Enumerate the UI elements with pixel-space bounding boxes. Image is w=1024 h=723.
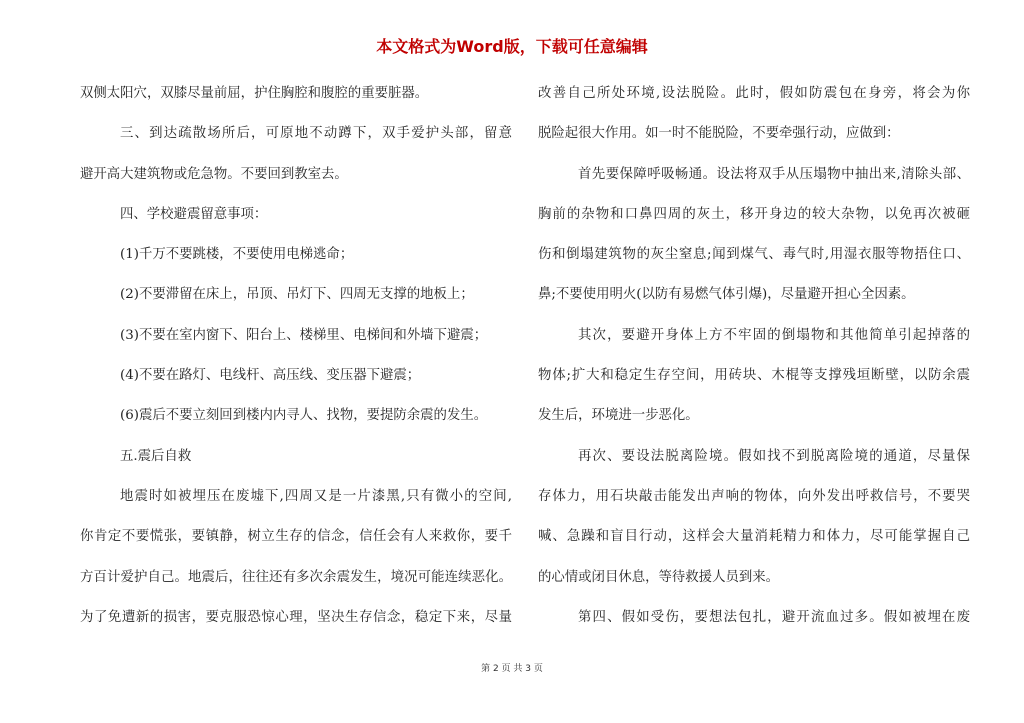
text-line: 你肯定不要慌张，要镇静，树立生存的信念，信任会有人来救你，要千: [80, 529, 512, 545]
text-line: 为了免遭新的损害，要克服恐惊心理，坚决生存信念，稳定下来，尽量: [80, 609, 512, 625]
text-line: 鼻;不要使用明火(以防有易燃气体引爆)，尽量避开担心全因素。: [538, 287, 915, 303]
right-text-column: [538, 80, 970, 644]
text-line: 四、学校避震留意事项：: [120, 206, 268, 222]
left-text-column: [80, 80, 512, 644]
text-line: 改善自己所处环境,设法脱险。此时，假如防震包在身旁，将会为你: [538, 86, 970, 101]
text-line: 双侧太阳穴，双膝尽量前屈，护住胸腔和腹腔的重要脏器。: [80, 86, 429, 101]
text-line: 方百计爱护自己。地震后，往往还有多次余震发生，境况可能连续恶化。: [80, 569, 512, 585]
text-line: 避开高大建筑物或危急物。不要回到教室去。: [80, 166, 348, 182]
text-line: 伤和倒塌建筑物的灰尘窒息;闻到煤气、毒气时,用湿衣服等物捂住口、: [538, 247, 970, 263]
text-line: 其次，要避开身体上方不牢固的倒塌物和其他简单引起掉落的: [578, 327, 970, 343]
text-line: (1)千万不要跳楼，不要使用电梯逃命；: [120, 247, 354, 263]
text-line: 地震时如被埋压在废墟下,四周又是一片漆黑,只有微小的空间,: [120, 488, 512, 504]
text-line: 物体;扩大和稳定生存空间，用砖块、木棍等支撑残垣断壁，以防余震: [538, 368, 970, 384]
text-line: 胸前的杂物和口鼻四周的灰土，移开身边的较大杂物，以免再次被砸: [538, 206, 970, 222]
text-line: 首先要保障呼吸畅通。设法将双手从压塌物中抽出来,清除头部、: [578, 166, 970, 182]
text-line: 的心情或闭目休息，等待救援人员到来。: [538, 569, 780, 585]
text-line: (2)不要滞留在床上，吊顶、吊灯下、四周无支撑的地板上；: [120, 287, 474, 303]
text-line: 再次、要设法脱离险境。假如找不到脱离险境的通道，尽量保: [578, 448, 970, 464]
text-line: (6)震后不要立刻回到楼内内寻人、找物，要提防余震的发生。: [120, 408, 488, 424]
text-line: 喊、急躁和盲目行动，这样会大量消耗精力和体力，尽可能掌握自己: [538, 529, 970, 545]
text-line: 三、到达疏散场所后，可原地不动蹲下，双手爱护头部，留意: [120, 126, 512, 142]
page-header-title: 本文格式为Word版，下载可任意编辑: [376, 37, 648, 56]
text-line: 五.震后自救: [120, 448, 192, 464]
text-line: 第四、假如受伤，要想法包扎，避开流血过多。假如被埋在废: [578, 609, 970, 625]
text-line: (4)不要在路灯、电线杆、高压线、变压器下避震；: [120, 368, 421, 384]
page-number-footer: 第 2 页 共 3 页: [481, 664, 543, 674]
text-line: 存体力，用石块敲击能发出声响的物体，向外发出呼救信号，不要哭: [538, 488, 970, 504]
text-line: 脱险起很大作用。如一时不能脱险，不要牵强行动，应做到：: [538, 126, 900, 142]
text-line: (3)不要在室内窗下、阳台上、楼梯里、电梯间和外墙下避震；: [120, 327, 488, 343]
text-line: 发生后，环境进一步恶化。: [538, 408, 699, 424]
